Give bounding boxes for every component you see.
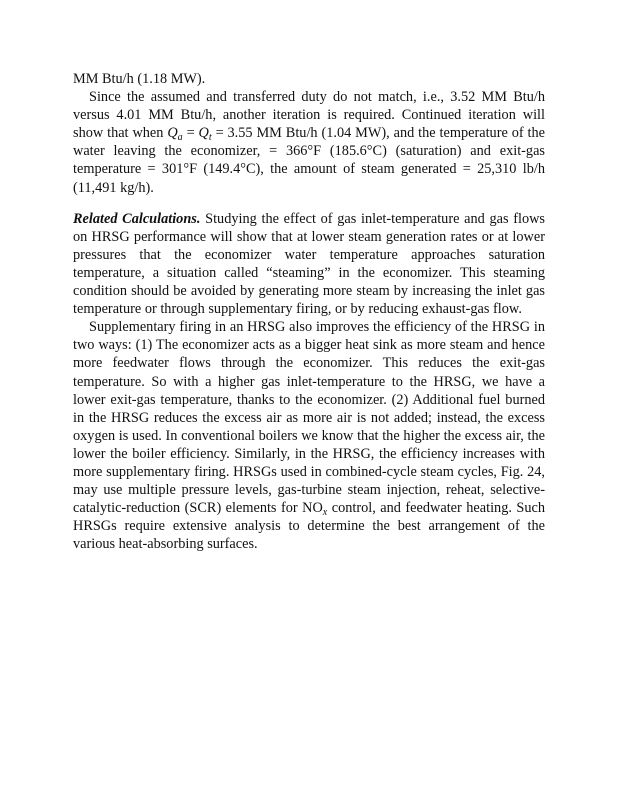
- document-body: [73, 70, 545, 553]
- paragraph-iteration-result: [73, 88, 545, 197]
- paragraph-related-calculations: [73, 210, 545, 319]
- q-t-subscript: t: [208, 132, 212, 144]
- supplementary-text-b: control, and feedwater heating. Such HRSGs require extensive analysis to determine the best arrangement of the various heat-absorbing surfaces.: [73, 500, 545, 553]
- continuation-text: MM Btu/h (1.18 MW).: [73, 71, 206, 87]
- paragraph-supplementary-firing: [73, 318, 545, 553]
- q-a-subscript: a: [177, 132, 183, 144]
- iteration-text-b: = 3.55 MM Btu/h (1.04 MW), and the temperature of the water leaving the economizer, = 366°F (185.6°C) (saturation) and exit-gas temperature = 301°F (149.4°C), the amount of steam generated = 25,310 lb/h (11,491 kg/h).: [73, 125, 545, 196]
- supplementary-text-a: Supplementary firing in an HRSG also improves the efficiency of the HRSG in two ways: (1) The economizer acts as a bigger heat sink as more steam and hence more feedwater flows through the economizer. This reduces the exit-gas temperature. So with a higher gas inlet-temperature to the HRSG, we have a lower exit-gas temperature, thanks to the economizer. (2) Additional fuel burned in the HRSG reduces the excess air as more air is not added; instead, the excess oxygen is used. In conventional boilers we know that the higher the excess air, the lower the boiler efficiency. Similarly, in the HRSG, the efficiency increases with more supplementary firing. HRSGs used in combined-cycle steam cycles, Fig. 24, may use multiple pressure levels, gas-turbine steam injection, reheat, selective-catalytic-reduction (SCR) elements for NO: [73, 319, 545, 517]
- q-t-symbol: Q: [198, 125, 209, 142]
- related-calculations-heading: Related Calculations.: [73, 210, 201, 227]
- related-calculations-text: Studying the effect of gas inlet-temperature and gas flows on HRSG performance will show that at lower steam generation rates or at lower pressures that the economizer water temperature approaches saturation temperature, a situation called “steaming” in the economizer. This steaming condition should be avoided by generating more steam by increasing the inlet gas temperature or through supplementary firing, or by reducing exhaust-gas flow.: [73, 210, 545, 318]
- iteration-text-a: Since the assumed and transferred duty do not match, i.e., 3.52 MM Btu/h versus 4.01 MM Btu/h, another iteration is required. Continued iteration will show that when: [73, 89, 545, 142]
- equals-sign: =: [182, 125, 199, 142]
- paragraph-continuation: [73, 70, 545, 88]
- q-a-symbol: Q: [167, 125, 178, 142]
- nox-subscript: x: [322, 507, 328, 519]
